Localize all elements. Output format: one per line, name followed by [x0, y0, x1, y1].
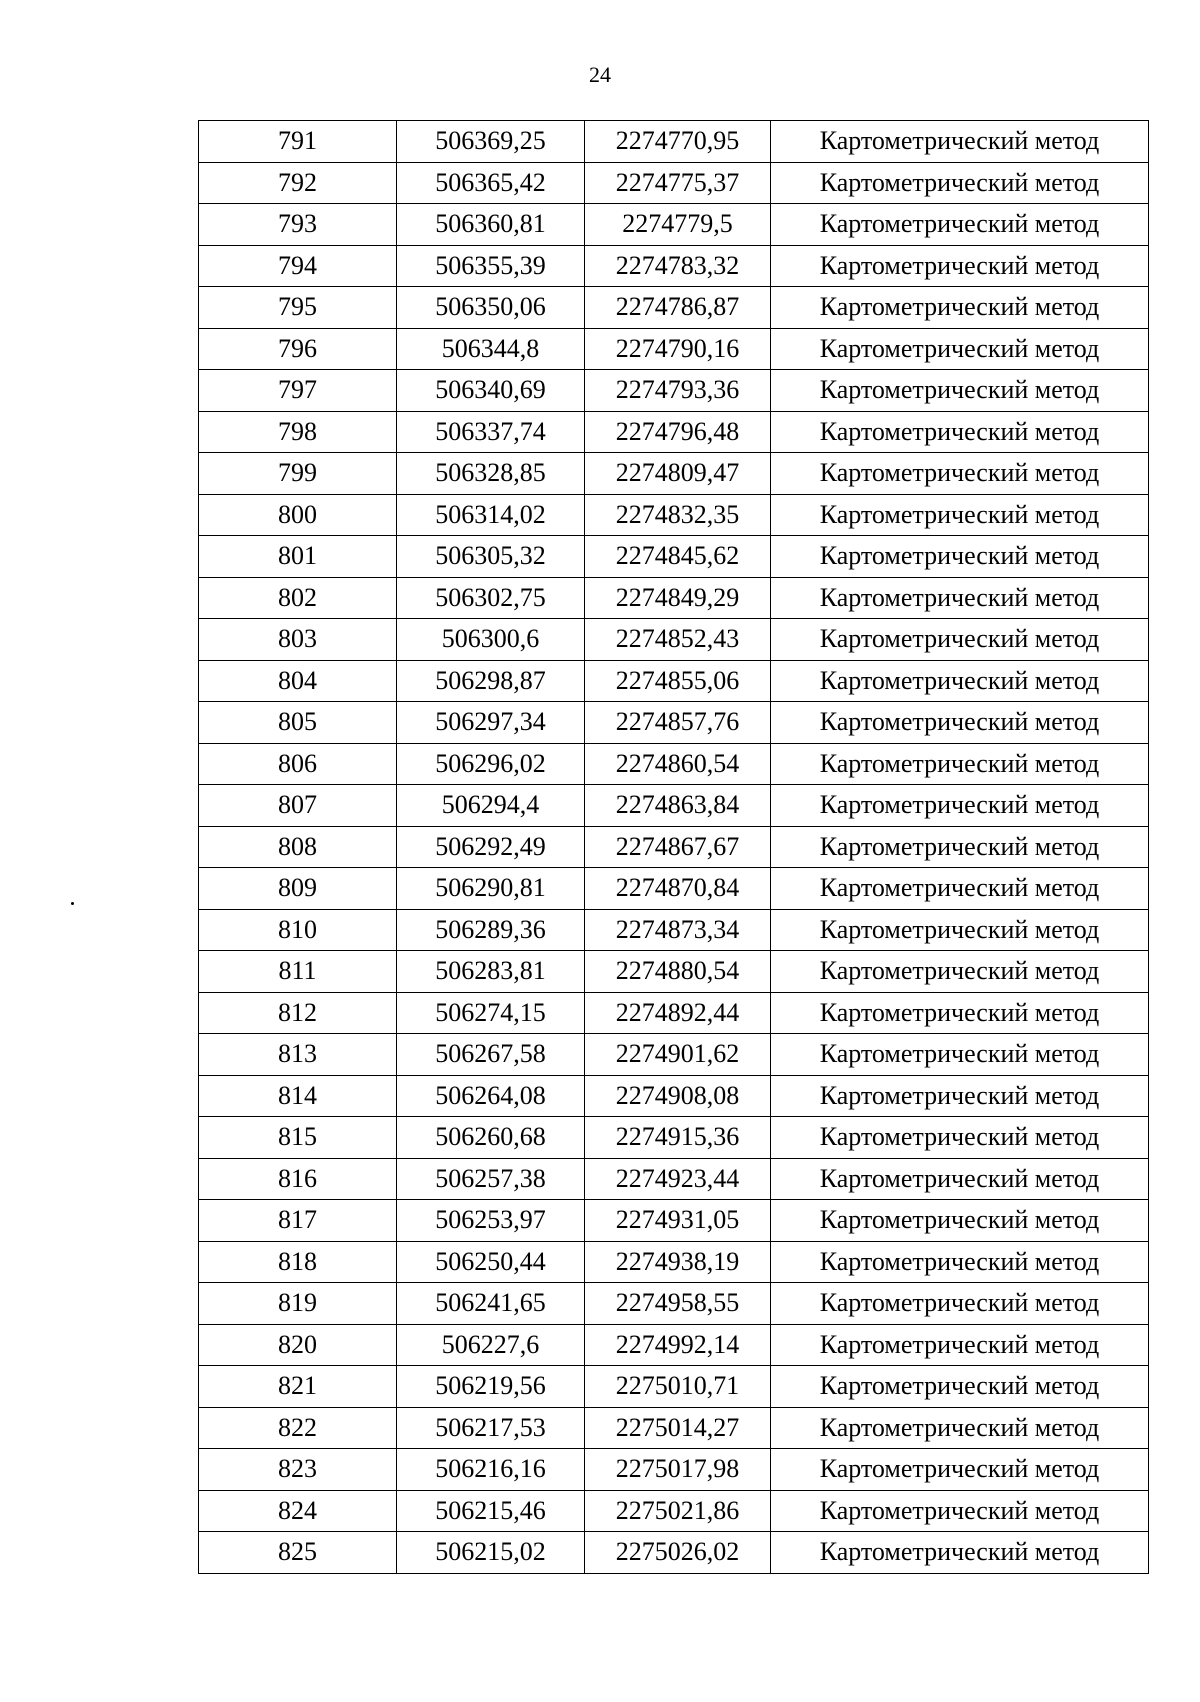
table-row	[199, 868, 1149, 910]
method-cell: Картометрический метод	[771, 536, 1149, 578]
method-cell: Картометрический метод	[771, 453, 1149, 495]
y-coordinate-cell: 2274938,19	[585, 1241, 771, 1283]
point-number-cell: 792	[199, 162, 397, 204]
x-coordinate-cell: 506215,02	[397, 1532, 585, 1574]
method-cell: Картометрический метод	[771, 868, 1149, 910]
x-coordinate-cell: 506296,02	[397, 743, 585, 785]
method-cell: Картометрический метод	[771, 494, 1149, 536]
point-number-cell: 809	[199, 868, 397, 910]
y-coordinate-cell: 2274783,32	[585, 245, 771, 287]
method-cell: Картометрический метод	[771, 785, 1149, 827]
point-number-cell: 806	[199, 743, 397, 785]
table-row	[199, 826, 1149, 868]
point-number-cell: 791	[199, 121, 397, 163]
point-number-cell: 803	[199, 619, 397, 661]
y-coordinate-cell: 2275021,86	[585, 1490, 771, 1532]
point-number-cell: 819	[199, 1283, 397, 1325]
table-row	[199, 1407, 1149, 1449]
x-coordinate-cell: 506219,56	[397, 1366, 585, 1408]
y-coordinate-cell: 2274870,84	[585, 868, 771, 910]
method-cell: Картометрический метод	[771, 121, 1149, 163]
y-coordinate-cell: 2274873,34	[585, 909, 771, 951]
point-number-cell: 818	[199, 1241, 397, 1283]
table-row	[199, 121, 1149, 163]
x-coordinate-cell: 506292,49	[397, 826, 585, 868]
method-cell: Картометрический метод	[771, 1158, 1149, 1200]
table-row	[199, 1366, 1149, 1408]
x-coordinate-cell: 506294,4	[397, 785, 585, 827]
method-cell: Картометрический метод	[771, 1449, 1149, 1491]
y-coordinate-cell: 2274992,14	[585, 1324, 771, 1366]
point-number-cell: 801	[199, 536, 397, 578]
point-number-cell: 807	[199, 785, 397, 827]
y-coordinate-cell: 2274775,37	[585, 162, 771, 204]
x-coordinate-cell: 506283,81	[397, 951, 585, 993]
table-row	[199, 1449, 1149, 1491]
method-cell: Картометрический метод	[771, 370, 1149, 412]
method-cell: Картометрический метод	[771, 328, 1149, 370]
table-row	[199, 1241, 1149, 1283]
point-number-cell: 814	[199, 1075, 397, 1117]
table-row	[199, 1490, 1149, 1532]
y-coordinate-cell: 2274923,44	[585, 1158, 771, 1200]
point-number-cell: 817	[199, 1200, 397, 1242]
method-cell: Картометрический метод	[771, 411, 1149, 453]
x-coordinate-cell: 506267,58	[397, 1034, 585, 1076]
y-coordinate-cell: 2275026,02	[585, 1532, 771, 1574]
table-row	[199, 1200, 1149, 1242]
y-coordinate-cell: 2274793,36	[585, 370, 771, 412]
y-coordinate-cell: 2274863,84	[585, 785, 771, 827]
table-row	[199, 287, 1149, 329]
x-coordinate-cell: 506300,6	[397, 619, 585, 661]
table-row	[199, 577, 1149, 619]
x-coordinate-cell: 506298,87	[397, 660, 585, 702]
point-number-cell: 795	[199, 287, 397, 329]
method-cell: Картометрический метод	[771, 1366, 1149, 1408]
point-number-cell: 813	[199, 1034, 397, 1076]
table-row	[199, 1324, 1149, 1366]
y-coordinate-cell: 2274867,67	[585, 826, 771, 868]
method-cell: Картометрический метод	[771, 162, 1149, 204]
x-coordinate-cell: 506264,08	[397, 1075, 585, 1117]
y-coordinate-cell: 2274796,48	[585, 411, 771, 453]
y-coordinate-cell: 2274852,43	[585, 619, 771, 661]
table-row	[199, 245, 1149, 287]
x-coordinate-cell: 506337,74	[397, 411, 585, 453]
x-coordinate-cell: 506340,69	[397, 370, 585, 412]
y-coordinate-cell: 2274857,76	[585, 702, 771, 744]
point-number-cell: 796	[199, 328, 397, 370]
point-number-cell: 804	[199, 660, 397, 702]
table-row	[199, 785, 1149, 827]
x-coordinate-cell: 506360,81	[397, 204, 585, 246]
table-row	[199, 162, 1149, 204]
y-coordinate-cell: 2274849,29	[585, 577, 771, 619]
point-number-cell: 808	[199, 826, 397, 868]
table-row	[199, 702, 1149, 744]
point-number-cell: 824	[199, 1490, 397, 1532]
method-cell: Картометрический метод	[771, 702, 1149, 744]
x-coordinate-cell: 506289,36	[397, 909, 585, 951]
x-coordinate-cell: 506328,85	[397, 453, 585, 495]
y-coordinate-cell: 2274786,87	[585, 287, 771, 329]
x-coordinate-cell: 506215,46	[397, 1490, 585, 1532]
x-coordinate-cell: 506369,25	[397, 121, 585, 163]
table-row	[199, 453, 1149, 495]
x-coordinate-cell: 506253,97	[397, 1200, 585, 1242]
point-number-cell: 822	[199, 1407, 397, 1449]
point-number-cell: 811	[199, 951, 397, 993]
x-coordinate-cell: 506314,02	[397, 494, 585, 536]
method-cell: Картометрический метод	[771, 619, 1149, 661]
y-coordinate-cell: 2274832,35	[585, 494, 771, 536]
y-coordinate-cell: 2274860,54	[585, 743, 771, 785]
point-number-cell: 816	[199, 1158, 397, 1200]
table-row	[199, 743, 1149, 785]
point-number-cell: 793	[199, 204, 397, 246]
point-number-cell: 810	[199, 909, 397, 951]
y-coordinate-cell: 2275017,98	[585, 1449, 771, 1491]
y-coordinate-cell: 2275010,71	[585, 1366, 771, 1408]
method-cell: Картометрический метод	[771, 204, 1149, 246]
point-number-cell: 821	[199, 1366, 397, 1408]
point-number-cell: 797	[199, 370, 397, 412]
method-cell: Картометрический метод	[771, 287, 1149, 329]
method-cell: Картометрический метод	[771, 1324, 1149, 1366]
method-cell: Картометрический метод	[771, 1034, 1149, 1076]
point-number-cell: 823	[199, 1449, 397, 1491]
x-coordinate-cell: 506297,34	[397, 702, 585, 744]
method-cell: Картометрический метод	[771, 1117, 1149, 1159]
table-row	[199, 370, 1149, 412]
method-cell: Картометрический метод	[771, 951, 1149, 993]
y-coordinate-cell: 2274892,44	[585, 992, 771, 1034]
x-coordinate-cell: 506344,8	[397, 328, 585, 370]
method-cell: Картометрический метод	[771, 1407, 1149, 1449]
x-coordinate-cell: 506290,81	[397, 868, 585, 910]
method-cell: Картометрический метод	[771, 826, 1149, 868]
y-coordinate-cell: 2274770,95	[585, 121, 771, 163]
method-cell: Картометрический метод	[771, 1200, 1149, 1242]
table-row	[199, 204, 1149, 246]
y-coordinate-cell: 2274915,36	[585, 1117, 771, 1159]
y-coordinate-cell: 2275014,27	[585, 1407, 771, 1449]
y-coordinate-cell: 2274958,55	[585, 1283, 771, 1325]
x-coordinate-cell: 506241,65	[397, 1283, 585, 1325]
y-coordinate-cell: 2274908,08	[585, 1075, 771, 1117]
table-row	[199, 992, 1149, 1034]
point-number-cell: 802	[199, 577, 397, 619]
y-coordinate-cell: 2274809,47	[585, 453, 771, 495]
x-coordinate-cell: 506260,68	[397, 1117, 585, 1159]
x-coordinate-cell: 506274,15	[397, 992, 585, 1034]
y-coordinate-cell: 2274845,62	[585, 536, 771, 578]
y-coordinate-cell: 2274880,54	[585, 951, 771, 993]
table-row	[199, 494, 1149, 536]
y-coordinate-cell: 2274790,16	[585, 328, 771, 370]
method-cell: Картометрический метод	[771, 992, 1149, 1034]
point-number-cell: 812	[199, 992, 397, 1034]
method-cell: Картометрический метод	[771, 245, 1149, 287]
method-cell: Картометрический метод	[771, 1490, 1149, 1532]
x-coordinate-cell: 506355,39	[397, 245, 585, 287]
coordinates-table	[198, 120, 1149, 1574]
x-coordinate-cell: 506216,16	[397, 1449, 585, 1491]
table-row	[199, 536, 1149, 578]
table-row	[199, 1283, 1149, 1325]
table-row	[199, 1158, 1149, 1200]
table-row	[199, 619, 1149, 661]
x-coordinate-cell: 506305,32	[397, 536, 585, 578]
y-coordinate-cell: 2274901,62	[585, 1034, 771, 1076]
table-row	[199, 909, 1149, 951]
point-number-cell: 815	[199, 1117, 397, 1159]
table-row	[199, 1034, 1149, 1076]
y-coordinate-cell: 2274855,06	[585, 660, 771, 702]
method-cell: Картометрический метод	[771, 1532, 1149, 1574]
table-row	[199, 1532, 1149, 1574]
method-cell: Картометрический метод	[771, 660, 1149, 702]
table-row	[199, 1117, 1149, 1159]
method-cell: Картометрический метод	[771, 577, 1149, 619]
x-coordinate-cell: 506302,75	[397, 577, 585, 619]
method-cell: Картометрический метод	[771, 909, 1149, 951]
table-row	[199, 411, 1149, 453]
point-number-cell: 799	[199, 453, 397, 495]
point-number-cell: 825	[199, 1532, 397, 1574]
x-coordinate-cell: 506227,6	[397, 1324, 585, 1366]
point-number-cell: 794	[199, 245, 397, 287]
table-row	[199, 660, 1149, 702]
table-row	[199, 1075, 1149, 1117]
point-number-cell: 805	[199, 702, 397, 744]
scan-artifact-dot	[71, 902, 74, 905]
method-cell: Картометрический метод	[771, 1283, 1149, 1325]
x-coordinate-cell: 506350,06	[397, 287, 585, 329]
point-number-cell: 798	[199, 411, 397, 453]
method-cell: Картометрический метод	[771, 1075, 1149, 1117]
method-cell: Картометрический метод	[771, 743, 1149, 785]
point-number-cell: 800	[199, 494, 397, 536]
point-number-cell: 820	[199, 1324, 397, 1366]
x-coordinate-cell: 506250,44	[397, 1241, 585, 1283]
method-cell: Картометрический метод	[771, 1241, 1149, 1283]
x-coordinate-cell: 506365,42	[397, 162, 585, 204]
coordinates-table-body	[199, 121, 1149, 1574]
x-coordinate-cell: 506257,38	[397, 1158, 585, 1200]
table-row	[199, 328, 1149, 370]
x-coordinate-cell: 506217,53	[397, 1407, 585, 1449]
page-number: 24	[589, 62, 611, 87]
y-coordinate-cell: 2274779,5	[585, 204, 771, 246]
y-coordinate-cell: 2274931,05	[585, 1200, 771, 1242]
table-row	[199, 951, 1149, 993]
